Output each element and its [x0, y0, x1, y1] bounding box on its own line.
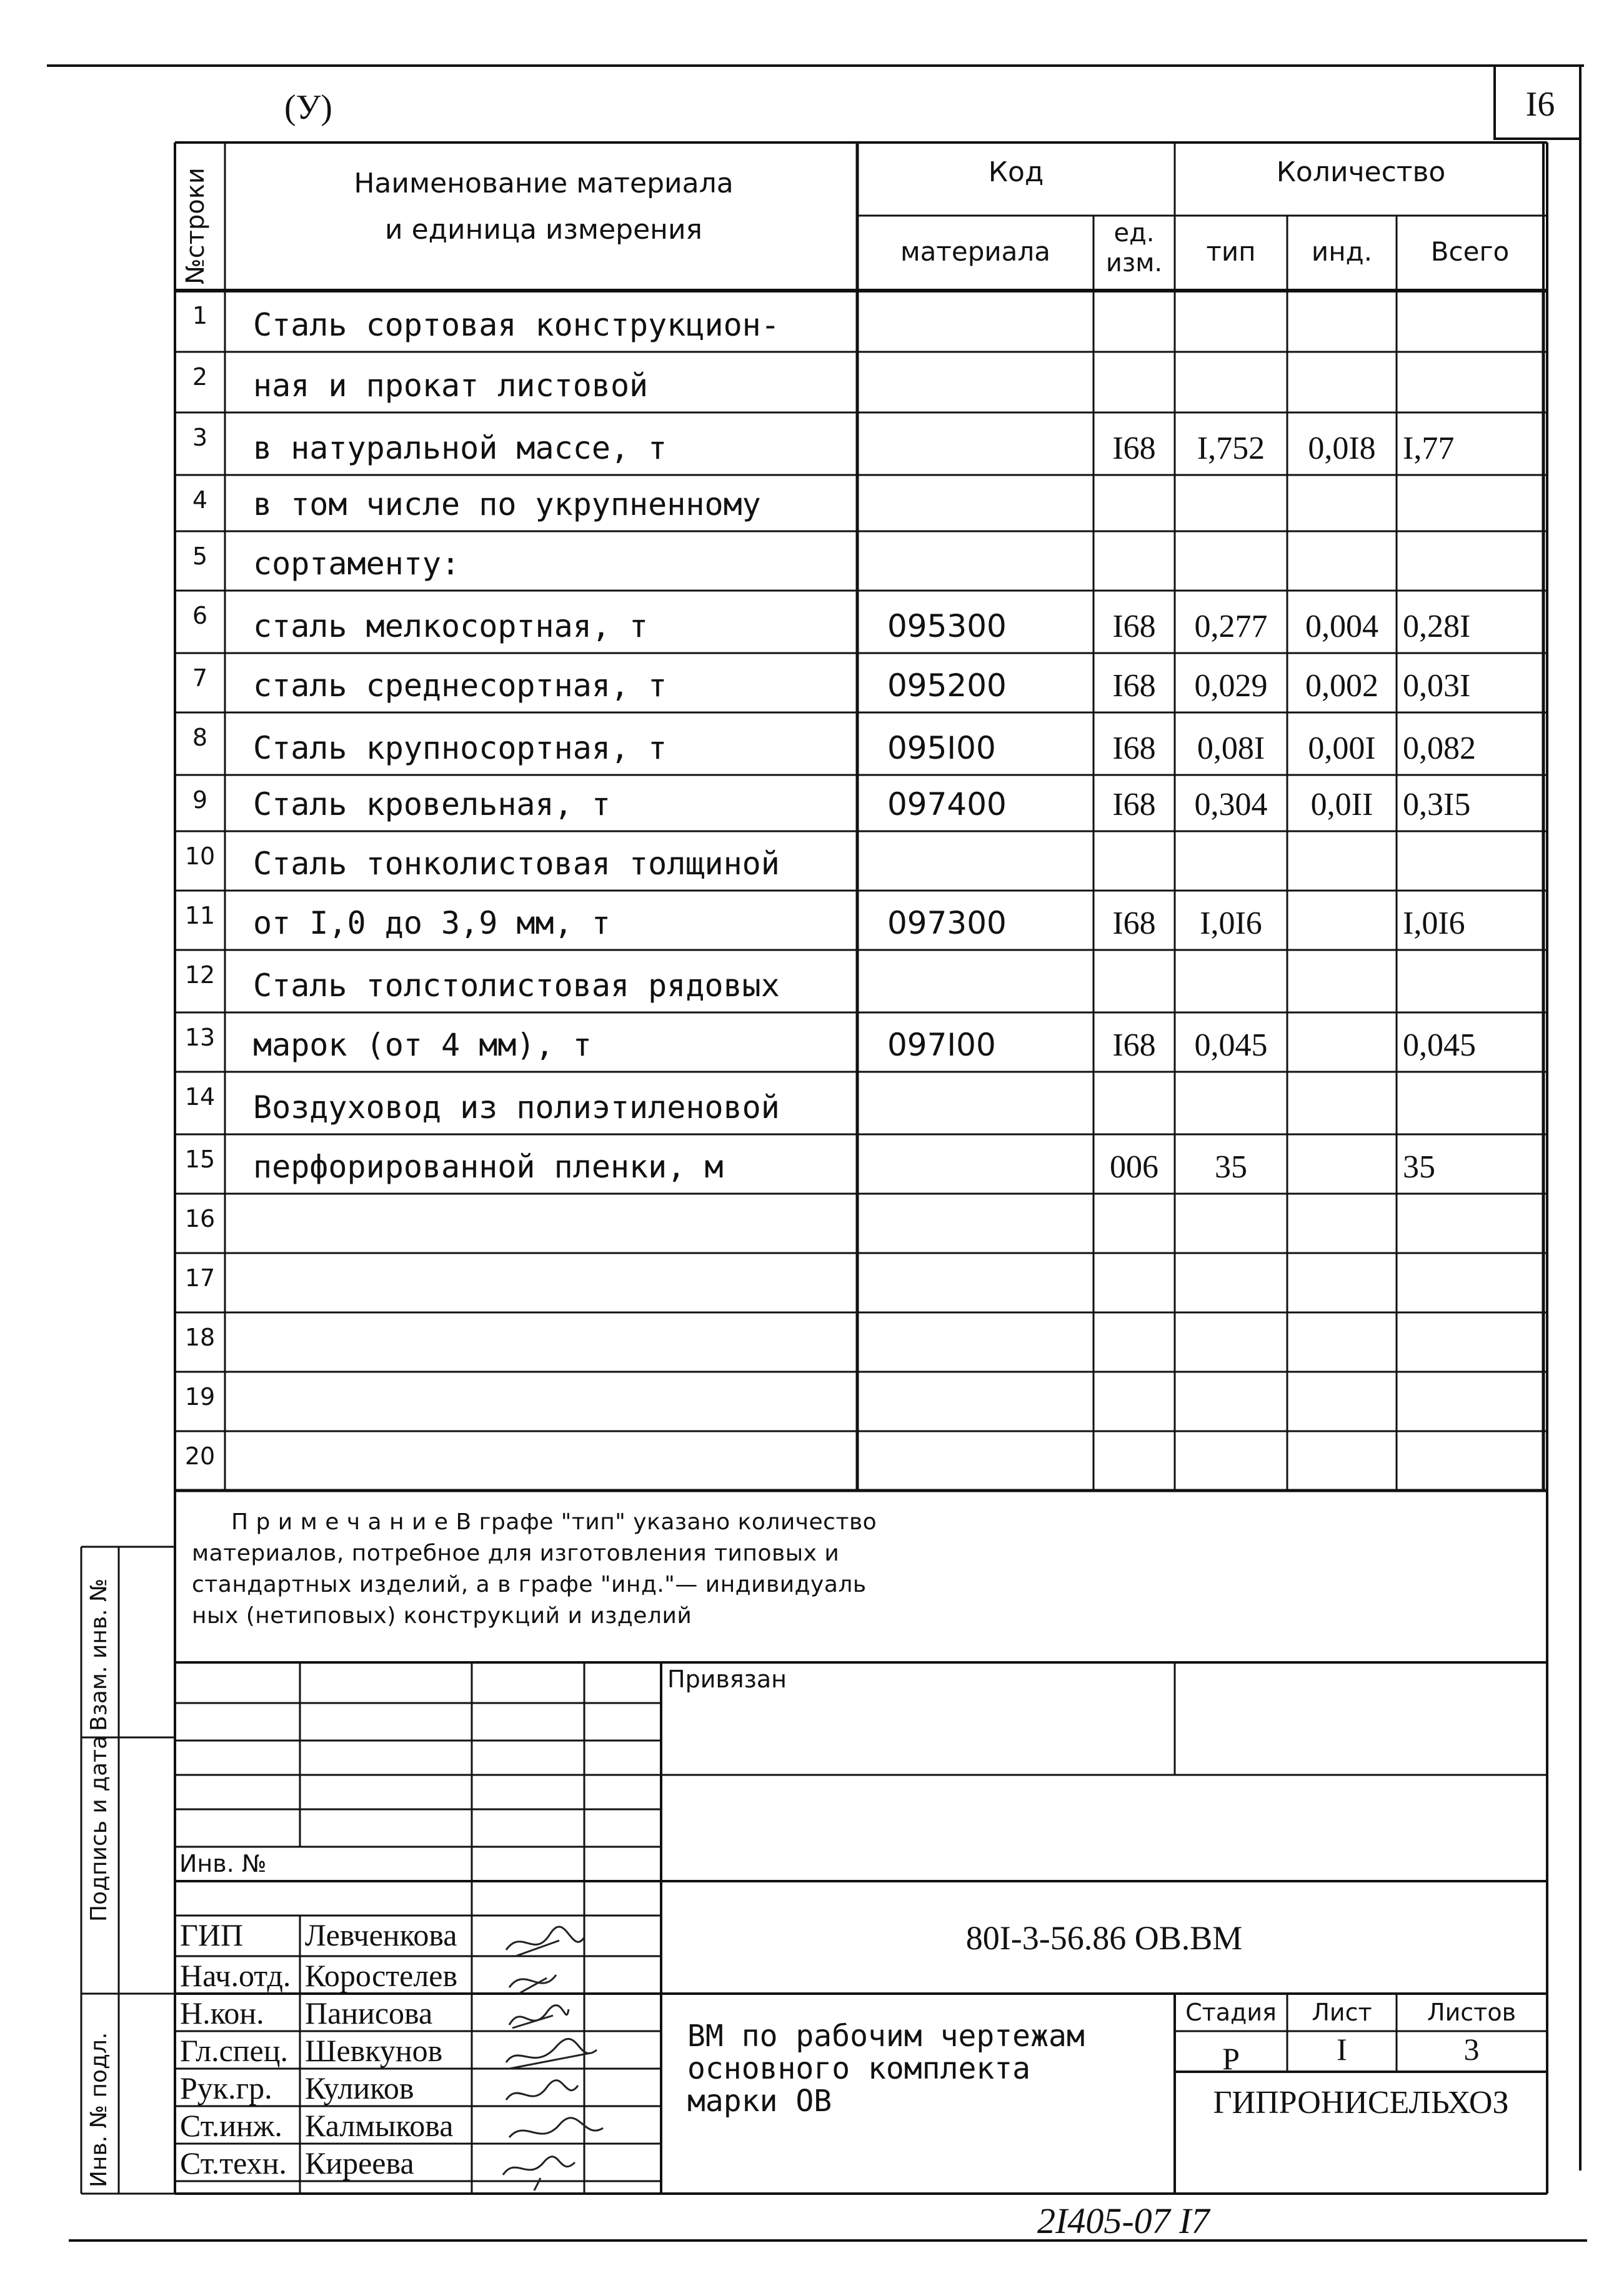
header-name-line1: Наименование материала: [354, 167, 734, 199]
signature-role: Н.кон.: [180, 1996, 264, 2031]
signature-role: Ст.инж.: [180, 2108, 282, 2143]
row-material-name: ная и прокат листовой: [253, 367, 649, 404]
row-material-name: Сталь сортовая конструкцион-: [253, 307, 780, 343]
row-unit-code: I68: [1112, 609, 1156, 644]
signature-name: Калмыкова: [305, 2108, 454, 2143]
signature-role: Рук.гр.: [180, 2071, 272, 2106]
row-material-code: 095300: [887, 608, 1007, 644]
row-qty-type: 0,277: [1194, 609, 1268, 644]
row-qty-type: 0,08I: [1197, 731, 1265, 766]
row-number: 8: [192, 724, 208, 751]
header-total: Всего: [1430, 236, 1510, 267]
row-number: 2: [192, 363, 208, 391]
row-material-code: 097I00: [887, 1027, 996, 1063]
row-number: 13: [184, 1024, 216, 1051]
sheets-value: 3: [1463, 2032, 1480, 2067]
header-unit-line1: ед.: [1113, 219, 1155, 247]
note-line3: стандартных изделий, а в графе "инд."— индивидуаль: [192, 1572, 867, 1597]
row-number: 16: [184, 1205, 216, 1232]
linked-label: Привязан: [667, 1666, 787, 1693]
row-qty-type: 0,045: [1194, 1027, 1268, 1063]
row-qty-ind: 0,0I8: [1308, 431, 1376, 466]
row-number: 11: [184, 902, 216, 929]
row-qty-ind: 0,004: [1305, 609, 1378, 644]
row-unit-code: I68: [1112, 731, 1156, 766]
row-qty-type: 0,304: [1194, 787, 1268, 822]
header-row-number: №строки: [181, 167, 210, 284]
row-material-name: от I,0 до 3,9 мм, т: [253, 905, 610, 941]
row-qty-total: 0,045: [1403, 1027, 1476, 1063]
row-number: 17: [184, 1264, 216, 1292]
row-number: 6: [192, 602, 208, 629]
row-qty-total: 0,28I: [1403, 609, 1471, 644]
row-number: 3: [192, 424, 208, 451]
row-material-code: 095200: [887, 667, 1007, 704]
row-material-name: сталь среднесортная, т: [253, 667, 667, 704]
row-number: 9: [192, 786, 208, 814]
row-qty-total: 0,03I: [1403, 668, 1471, 704]
signature-name: Коростелев: [305, 1958, 458, 1993]
row-unit-code: I68: [1112, 1027, 1156, 1063]
sheet-label: Лист: [1312, 1999, 1372, 2026]
row-qty-total: 0,3I5: [1403, 787, 1471, 822]
row-qty-total: I,77: [1403, 431, 1455, 466]
side-label-replace-inv: Взам. инв. №: [86, 1578, 112, 1731]
row-unit-code: I68: [1112, 787, 1156, 822]
page-number: I6: [1525, 85, 1555, 124]
row-material-name: Сталь толстолистовая рядовых: [253, 967, 780, 1004]
row-number: 1: [192, 302, 208, 329]
row-number: 14: [184, 1083, 216, 1111]
side-label-inv-no: Инв. № подл.: [86, 2032, 112, 2187]
row-material-code: 097400: [887, 786, 1007, 822]
signature-name: Левченкова: [305, 1917, 457, 1952]
signature-name: Куликов: [305, 2071, 414, 2106]
row-qty-total: 35: [1403, 1149, 1435, 1185]
stage-value: Р: [1222, 2041, 1240, 2076]
row-material-code: 097300: [887, 905, 1007, 941]
signature-role: Гл.спец.: [180, 2033, 288, 2068]
signature-role: Нач.отд.: [180, 1958, 291, 1993]
row-number: 18: [184, 1324, 216, 1351]
row-qty-type: I,752: [1197, 431, 1265, 466]
row-unit-code: 006: [1110, 1149, 1158, 1185]
title-line1: ВМ по рабочим чертежам: [687, 2019, 1085, 2054]
header-material: материала: [900, 236, 1050, 267]
header-unit-line2: изм.: [1105, 249, 1163, 277]
row-qty-ind: 0,0II: [1310, 787, 1373, 822]
row-number: 5: [192, 542, 208, 570]
signature-name: Панисова: [305, 1996, 433, 2031]
row-material-name: сортаменту:: [253, 546, 461, 582]
sheet-marker: (У): [284, 88, 332, 127]
row-material-name: сталь мелкосортная, т: [253, 608, 649, 644]
organization: ГИПРОНИСЕЛЬХОЗ: [1213, 2085, 1509, 2121]
signature-name: Киреева: [305, 2146, 414, 2181]
header-name-line2: и единица измерения: [384, 214, 703, 246]
row-material-name: Сталь тонколистовая толщиной: [253, 846, 780, 882]
row-material-name: перфорированной пленки, м: [253, 1149, 724, 1185]
row-qty-type: 0,029: [1194, 668, 1268, 704]
row-material-code: 095I00: [887, 730, 996, 766]
signature-role: Ст.техн.: [180, 2146, 287, 2181]
row-number: 20: [184, 1442, 216, 1470]
note-line4: ных (нетиповых) конструкций и изделий: [192, 1603, 692, 1629]
sheets-label: Листов: [1427, 1999, 1516, 2026]
side-label-sign-date: Подпись и дата: [86, 1735, 112, 1922]
header-type: тип: [1206, 236, 1256, 267]
row-number: 10: [184, 842, 216, 870]
header-ind: инд.: [1311, 236, 1373, 267]
title-line3: марки ОВ: [687, 2084, 832, 2119]
handwritten-signatures: [497, 1922, 640, 2191]
signature-role: ГИП: [180, 1917, 244, 1952]
row-material-name: марок (от 4 мм), т: [253, 1027, 592, 1063]
row-number: 7: [192, 664, 208, 692]
row-material-name: в том числе по укрупненному: [253, 486, 761, 522]
row-qty-type: I,0I6: [1200, 906, 1262, 941]
row-material-name: Сталь крупносортная, т: [253, 730, 667, 766]
row-unit-code: I68: [1112, 431, 1156, 466]
header-code: Код: [988, 156, 1044, 188]
row-number: 15: [184, 1146, 216, 1173]
signature-name: Шевкунов: [305, 2033, 443, 2068]
sheet-value: I: [1337, 2032, 1347, 2067]
row-qty-total: 0,082: [1403, 731, 1476, 766]
row-material-name: Воздуховод из полиэтиленовой: [253, 1089, 780, 1126]
row-number: 4: [192, 486, 208, 514]
note-line1: П р и м е ч а н и е В графе "тип" указано количество: [231, 1509, 877, 1535]
inv-label: Инв. №: [179, 1850, 267, 1877]
row-qty-total: I,0I6: [1403, 906, 1465, 941]
row-qty-ind: 0,00I: [1308, 731, 1376, 766]
title-line2: основного комплекта: [687, 2051, 1031, 2086]
row-unit-code: I68: [1112, 906, 1156, 941]
row-unit-code: I68: [1112, 668, 1156, 704]
note-line2: материалов, потребное для изготовления типовых и: [192, 1541, 840, 1566]
row-material-name: в натуральной массе, т: [253, 430, 667, 466]
footer-number: 2I405-07 I7: [1037, 2201, 1210, 2241]
row-qty-ind: 0,002: [1305, 668, 1378, 704]
stage-label: Стадия: [1185, 1999, 1277, 2026]
row-qty-type: 35: [1215, 1149, 1247, 1185]
header-quantity: Количество: [1276, 156, 1446, 188]
row-number: 19: [184, 1383, 216, 1411]
document-code: 80I-3-56.86 ОВ.ВМ: [965, 1919, 1243, 1957]
row-material-name: Сталь кровельная, т: [253, 786, 610, 822]
row-number: 12: [184, 961, 216, 989]
